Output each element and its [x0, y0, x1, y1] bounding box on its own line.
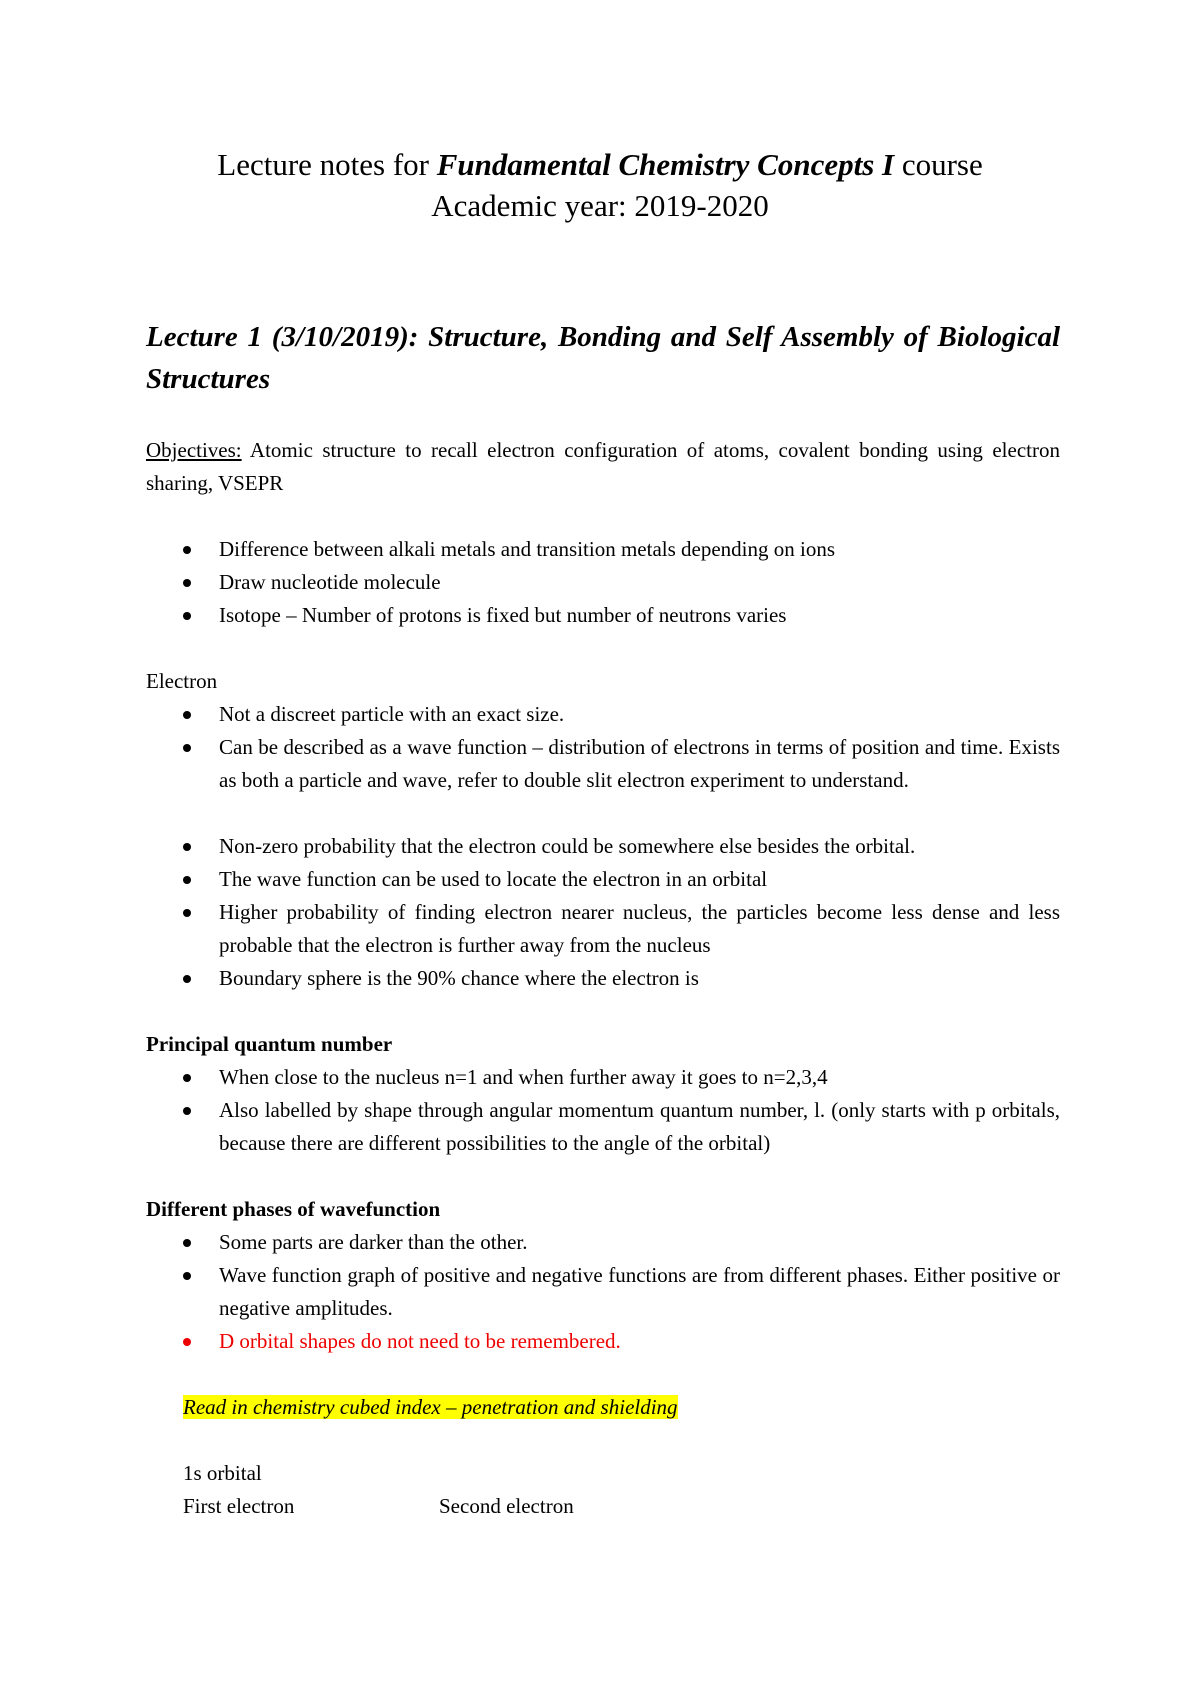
red-note-item: D orbital shapes do not need to be remembered.: [146, 1325, 1060, 1358]
bullet-icon: [183, 1239, 191, 1247]
principal-quantum-heading: Principal quantum number: [146, 1032, 393, 1056]
list-item: Non-zero probability that the electron could be somewhere else besides the orbital.: [146, 830, 1060, 863]
objectives-text: Atomic structure to recall electron configuration of atoms, covalent bonding using electron sharing, VSEPR: [146, 438, 1060, 495]
electron-heading: Electron: [146, 669, 218, 693]
list-item: Higher probability of finding electron nearer nucleus, the particles become less dense and less probable that the electron is further away from the nucleus: [146, 896, 1060, 962]
bullet-icon: [183, 909, 191, 917]
title-suffix: course: [894, 147, 983, 182]
orbital-label: 1s orbital: [183, 1461, 262, 1485]
bullet-icon: [183, 975, 191, 983]
list-item: Draw nucleotide molecule: [146, 566, 1060, 599]
bullet-icon: [183, 1272, 191, 1280]
electron-bullet-list-b: [146, 830, 1060, 995]
list-item: When close to the nucleus n=1 and when further away it goes to n=2,3,4: [146, 1061, 1060, 1094]
phases-bullet-list: [146, 1226, 1060, 1358]
list-item: Some parts are darker than the other.: [146, 1226, 1060, 1259]
lecture-heading: Lecture 1 (3/10/2019): Structure, Bonding and Self Assembly of Biological Structures: [146, 321, 1060, 395]
list-item: Difference between alkali metals and transition metals depending on ions: [146, 533, 1060, 566]
objective-bullet-list: [146, 533, 1060, 632]
list-item: Isotope – Number of protons is fixed but number of neutrons varies: [146, 599, 1060, 632]
list-item: Can be described as a wave function – distribution of electrons in terms of position and time. Exists as both a particle and wave, refer to double slit electron experiment to understand.: [146, 731, 1060, 797]
bullet-icon: [183, 711, 191, 719]
bullet-icon: [183, 1074, 191, 1082]
phases-heading: Different phases of wavefunction: [146, 1197, 441, 1221]
list-item: Also labelled by shape through angular momentum quantum number, l. (only starts with p orbitals, because there are different possibilities to the angle of the orbital): [146, 1094, 1060, 1160]
academic-year: Academic year: 2019-2020: [431, 188, 769, 223]
document-title: [0, 144, 1200, 226]
bullet-icon: [183, 579, 191, 587]
bullet-icon: [183, 876, 191, 884]
objectives-paragraph: [146, 434, 1060, 500]
bullet-icon: [183, 1338, 191, 1346]
electron-bullet-list-a: [146, 698, 1060, 797]
bullet-icon: [183, 744, 191, 752]
title-line-1: [0, 144, 1200, 185]
bullet-icon: [183, 1107, 191, 1115]
list-item: Boundary sphere is the 90% chance where the electron is: [146, 962, 1060, 995]
orbital-columns: [146, 1490, 1060, 1523]
list-item: Wave function graph of positive and negative functions are from different phases. Either positive or negative amplitudes.: [146, 1259, 1060, 1325]
first-electron-label: First electron: [183, 1494, 295, 1518]
principal-bullet-list: [146, 1061, 1060, 1160]
course-name: Fundamental Chemistry Concepts I: [436, 147, 895, 182]
list-item: The wave function can be used to locate the electron in an orbital: [146, 863, 1060, 896]
highlight-note-line: [146, 1391, 1060, 1424]
second-electron-label: Second electron: [439, 1494, 574, 1518]
objectives-section: [146, 434, 1060, 1523]
title-prefix: Lecture notes for: [217, 147, 437, 182]
bullet-icon: [183, 843, 191, 851]
list-item: Not a discreet particle with an exact size.: [146, 698, 1060, 731]
highlighted-note: Read in chemistry cubed index – penetration and shielding: [183, 1395, 678, 1419]
objectives-label: Objectives:: [146, 438, 242, 462]
bullet-icon: [183, 546, 191, 554]
bullet-icon: [183, 612, 191, 620]
